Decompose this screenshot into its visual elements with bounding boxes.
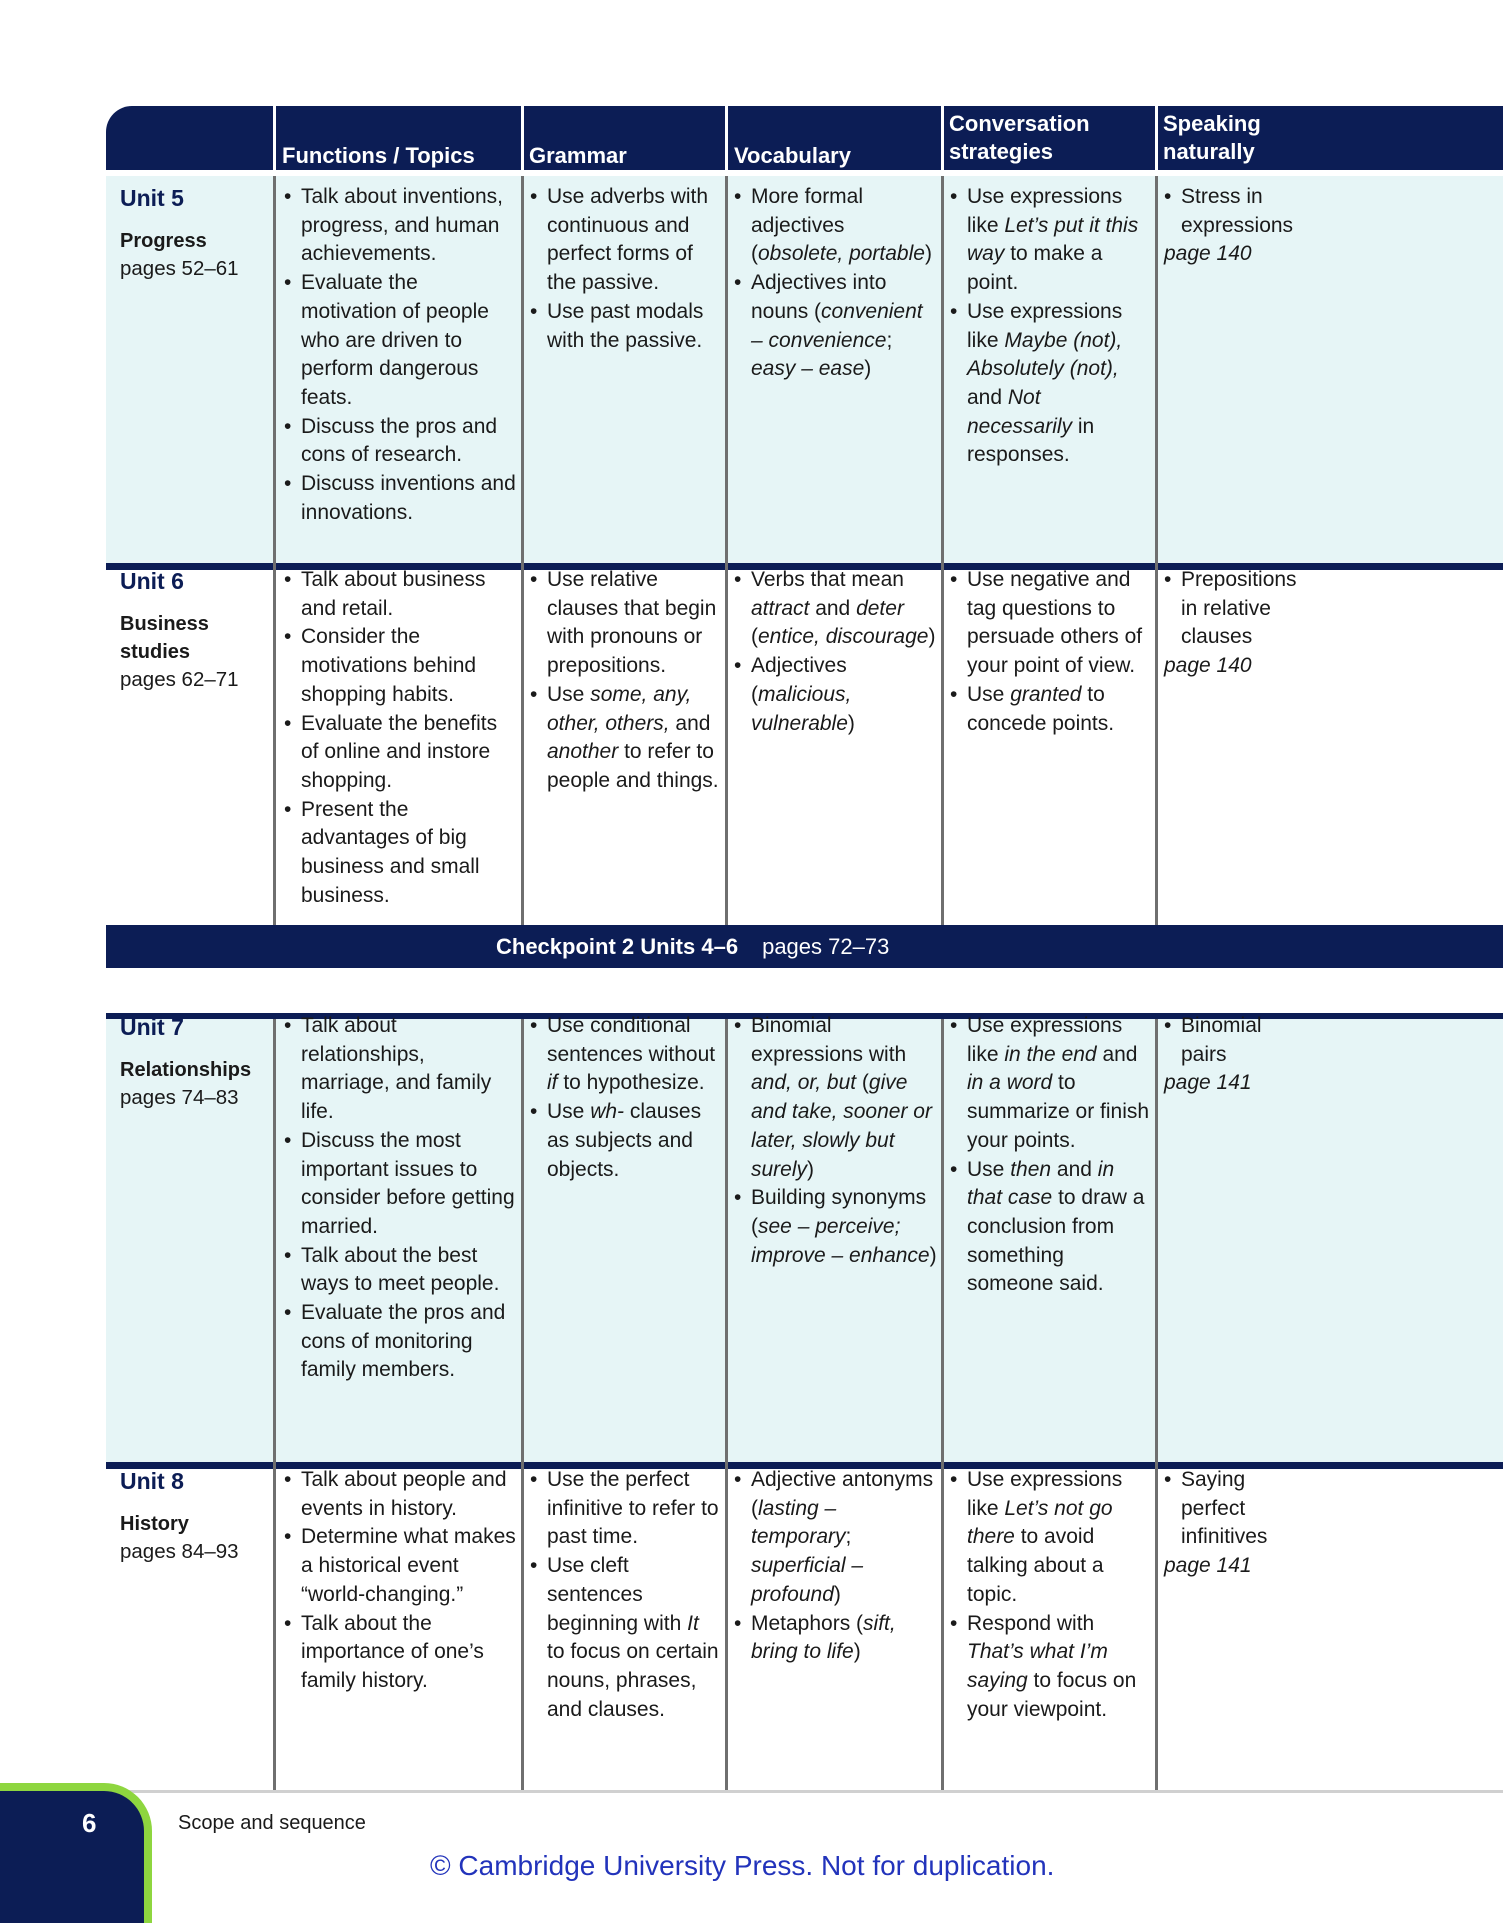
column-divider [1155,176,1158,925]
page-number-tab [0,1783,152,1923]
unit-title: Unit 5 [120,185,184,211]
list-item: • Use some, any, other, others, and another to refer to people and things. [530,681,720,796]
speaking-page-ref: page 141 [1164,1554,1252,1578]
speaking-page-ref: page 140 [1164,654,1252,678]
unit-title: Unit 7 [120,1014,184,1040]
unit-pages: pages 84–93 [120,1540,239,1563]
unit8-grammar [530,1466,720,1724]
list-item: • Present the advantages of big business and small business. [284,796,516,911]
unit5-label [120,183,270,283]
speaking-page-ref: page 141 [1164,1071,1252,1095]
unit5-speaking [1164,183,1344,269]
unit6-conversation [950,566,1150,738]
header-divider [273,106,276,170]
list-item: • Discuss the most important issues to consider before getting married. [284,1127,516,1242]
list-item: • Use wh- clauses as subjects and objects. [530,1098,720,1184]
list-item: • Evaluate the pros and cons of monitoring family members. [284,1299,516,1385]
list-item: • Talk about the best ways to meet people. [284,1242,516,1299]
list-item: • Use expressions like in the end and in a word to summarize or finish your points. [950,1012,1150,1156]
unit7-vocabulary [734,1012,939,1270]
column-divider [521,176,524,925]
list-item: • Consider the motivations behind shopping habits. [284,623,516,709]
list-item: • Verbs that mean attract and deter (entice, discourage) [734,566,939,652]
list-item: • Binomial expressions with and, or, but (give and take, sooner or later, slowly but surely) [734,1012,939,1184]
list-item: • Metaphors (sift, bring to life) [734,1610,939,1667]
speaking-page-ref: page 140 [1164,242,1252,266]
column-divider [941,176,944,925]
list-item: • Determine what makes a historical event “world-changing.” [284,1523,516,1609]
unit6-label [120,566,270,694]
list-item: • Use granted to concede points. [950,681,1150,738]
section-label: Scope and sequence [178,1812,366,1834]
list-item: • Use expressions like Maybe (not), Absolutely (not), and Not necessarily in responses. [950,298,1150,470]
checkpoint-banner [106,925,1503,968]
unit-topic: Relationships [120,1059,252,1081]
unit8-functions [284,1466,516,1696]
unit8-speaking [1164,1466,1344,1581]
list-item: • Adjectives into nouns (convenient – convenience; easy – ease) [734,269,939,384]
list-item: • Use cleft sentences beginning with It to focus on certain nouns, phrases, and clauses. [530,1552,720,1724]
unit5-grammar [530,183,720,355]
header-functions: Functions / Topics [282,143,475,168]
column-divider [1155,1019,1158,1790]
list-item: • Use past modals with the passive. [530,298,720,355]
unit5-vocabulary [734,183,939,384]
unit5-functions [284,183,516,527]
unit6-functions [284,566,516,910]
list-item: • Saying perfect infinitives [1164,1466,1344,1552]
list-item: • Talk about the importance of one’s family history. [284,1610,516,1696]
list-item: • Respond with That’s what I’m saying to focus on your viewpoint. [950,1610,1150,1725]
unit6-speaking [1164,566,1344,681]
column-divider [941,1019,944,1790]
checkpoint-title: Checkpoint 2 Units 4–6 [496,934,739,959]
unit-topic: Progress [120,230,207,252]
list-item: • Adjective antonyms (lasting – temporary; superficial – profound) [734,1466,939,1610]
unit-topic: History [120,1513,189,1535]
list-item: • Use expressions like Let’s not go there to avoid talking about a topic. [950,1466,1150,1610]
header-conversation: Conversation strategies [949,111,1090,164]
list-item: • Prepositions in relative clauses [1164,566,1344,652]
unit7-grammar [530,1012,720,1184]
list-item: • More formal adjectives (obsolete, portable) [734,183,939,269]
list-item: • Use the perfect infinitive to refer to past time. [530,1466,720,1552]
unit-pages: pages 52–61 [120,257,239,280]
column-divider [273,176,276,925]
list-item: • Building synonyms (see – perceive; improve – enhance) [734,1184,939,1270]
header-divider [1155,106,1158,170]
header-speaking: Speaking naturally [1163,111,1261,164]
list-item: • Stress in expressions [1164,183,1344,240]
unit-pages: pages 62–71 [120,668,239,691]
copyright-notice: © Cambridge University Press. Not for duplication. [430,1850,1055,1881]
list-item: • Use adverbs with continuous and perfect forms of the passive. [530,183,720,298]
list-item: • Discuss the pros and cons of research. [284,413,516,470]
column-divider [273,1019,276,1790]
list-item: • Use conditional sentences without if to hypothesize. [530,1012,720,1098]
list-item: • Talk about inventions, progress, and human achievements. [284,183,516,269]
column-divider [725,1019,728,1790]
unit7-functions [284,1012,516,1385]
list-item: • Use negative and tag questions to persuade others of your point of view. [950,566,1150,681]
list-item: • Talk about people and events in history. [284,1466,516,1523]
list-item: • Evaluate the motivation of people who are driven to perform dangerous feats. [284,269,516,413]
list-item: • Use expressions like Let’s put it this way to make a point. [950,183,1150,298]
unit7-label [120,1012,270,1112]
page-number: 6 [82,1808,97,1838]
unit-topic: Business studies [120,613,209,663]
column-divider [725,176,728,925]
unit-pages: pages 74–83 [120,1086,239,1109]
list-item: • Talk about business and retail. [284,566,516,623]
header-divider [941,106,944,170]
unit8-label [120,1466,270,1566]
unit8-conversation [950,1466,1150,1724]
unit7-speaking [1164,1012,1344,1098]
column-divider [521,1019,524,1790]
footer-divider [106,1790,1503,1793]
list-item: • Discuss inventions and innovations. [284,470,516,527]
unit-title: Unit 6 [120,568,184,594]
list-item: • Evaluate the benefits of online and instore shopping. [284,710,516,796]
checkpoint-pages: pages 72–73 [762,934,890,959]
list-item: • Binomial pairs [1164,1012,1344,1069]
list-item: • Use then and in that case to draw a conclusion from something someone said. [950,1156,1150,1300]
header-divider [521,106,524,170]
unit-title: Unit 8 [120,1468,184,1494]
header-divider [725,106,728,170]
unit6-vocabulary [734,566,939,738]
header-vocabulary: Vocabulary [734,143,851,168]
list-item: • Talk about relationships, marriage, and family life. [284,1012,516,1127]
unit5-conversation [950,183,1150,470]
unit7-conversation [950,1012,1150,1299]
list-item: • Use relative clauses that begin with pronouns or prepositions. [530,566,720,681]
list-item: • Adjectives (malicious, vulnerable) [734,652,939,738]
header-grammar: Grammar [529,143,627,168]
unit6-grammar [530,566,720,796]
unit8-vocabulary [734,1466,939,1667]
